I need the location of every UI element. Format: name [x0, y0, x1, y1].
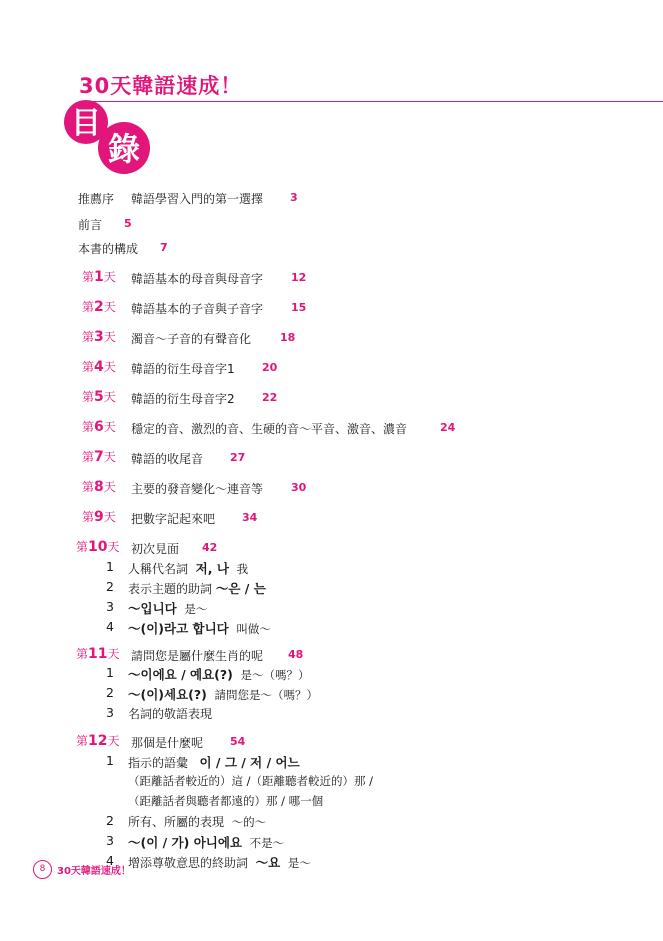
- subitem-number: 2: [106, 685, 114, 700]
- subitem-continuation: （距離話者較近的）這 /（距離聽者較近的）那 /: [128, 774, 374, 788]
- toc-badge-top-text: 目: [71, 106, 101, 141]
- toc-title: 穩定的音、激烈的音、生硬的音～平音、激音、濃音: [131, 422, 408, 436]
- subitem-number: 2: [106, 579, 114, 594]
- subitem-number: 4: [106, 619, 114, 634]
- toc-page: 18: [280, 331, 296, 344]
- toc-title: 韓語學習入門的第一選擇: [131, 192, 264, 206]
- toc-label: 前言: [78, 218, 103, 232]
- toc-title: 韓語基本的子音與子音字: [131, 302, 264, 316]
- toc-title: 韓語的衍生母音字1: [131, 362, 235, 376]
- footer-page-number: 8: [33, 860, 52, 879]
- day-label: 第2天: [82, 299, 116, 315]
- toc-title: 韓語的衍生母音字2: [131, 392, 235, 406]
- toc-page: 54: [230, 735, 246, 748]
- subitem-text: ～(이)세요(?) 請問您是～（嗎？）: [128, 687, 318, 702]
- toc-badge-bottom-text: 錄: [107, 130, 141, 168]
- day-label: 第9天: [82, 509, 116, 525]
- footer-title: 30天韓語速成！: [57, 866, 131, 877]
- book-title: 30天韓語速成！: [79, 74, 243, 98]
- day-label: 第10天: [76, 539, 120, 555]
- toc-page: 30: [291, 481, 307, 494]
- day-label: 第5天: [82, 389, 116, 405]
- toc-title: 濁音～子音的有聲音化: [131, 332, 252, 346]
- toc-title: 把數字記起來吧: [131, 512, 216, 526]
- toc-title: 請問您是屬什麼生肖的呢: [131, 649, 264, 663]
- subitem-number: 3: [106, 705, 114, 720]
- subitem-number: 1: [106, 559, 114, 574]
- toc-page: 15: [291, 301, 307, 314]
- subitem-number: 2: [106, 813, 114, 828]
- toc-title: 那個是什麼呢: [131, 736, 204, 750]
- subitem-number: 4: [106, 853, 114, 868]
- subitem-text: 表示主題的助詞 ～은 / 는: [128, 581, 266, 596]
- subitem-number: 3: [106, 833, 114, 848]
- subitem-text: ～(이 / 가) 아니에요 不是～: [128, 835, 285, 850]
- day-label: 第12天: [76, 733, 120, 749]
- toc-title: 韓語基本的母音與母音字: [131, 272, 264, 286]
- subitem-text: 名詞的敬語表現: [128, 707, 213, 721]
- day-label: 第7天: [82, 449, 116, 465]
- subitem-text: 人稱代名詞 저, 나 我: [128, 561, 249, 576]
- subitem-number: 1: [106, 665, 114, 680]
- toc-page: 20: [262, 361, 278, 374]
- title-rule: [79, 101, 663, 102]
- subitem-number: 3: [106, 599, 114, 614]
- day-label: 第1天: [82, 269, 116, 285]
- toc-title: 主要的發音變化～連音等: [131, 482, 264, 496]
- day-label: 第6天: [82, 419, 116, 435]
- subitem-text: 所有、所屬的表現 ～的～: [128, 815, 267, 829]
- day-label: 第11天: [76, 646, 120, 662]
- toc-page: 42: [202, 541, 218, 554]
- toc-label: 推薦序: [78, 192, 115, 206]
- subitem-text: ～(이)라고 합니다 叫做～: [128, 621, 271, 636]
- subitem-text: ～입니다 是～: [128, 601, 208, 616]
- toc-title: 初次見面: [131, 542, 180, 556]
- toc-page: 3: [290, 191, 298, 204]
- day-label: 第4天: [82, 359, 116, 375]
- toc-label: 本書的構成: [78, 242, 139, 256]
- subitem-continuation: （距離話者與聽者都遠的）那 / 哪一個: [128, 794, 324, 808]
- toc-page: 34: [242, 511, 258, 524]
- day-label: 第3天: [82, 329, 116, 345]
- subitem-text: ～이에요 / 예요(?) 是～（嗎？）: [128, 667, 310, 682]
- toc-title: 韓語的收尾音: [131, 452, 204, 466]
- toc-page: 5: [124, 217, 132, 230]
- toc-badge: [62, 98, 152, 176]
- day-label: 第8天: [82, 479, 116, 495]
- toc-page: 22: [262, 391, 278, 404]
- toc-page: 27: [230, 451, 246, 464]
- subitem-text: 增添尊敬意思的終助詞 ～요 是～: [128, 855, 311, 870]
- toc-page: 48: [288, 648, 304, 661]
- subitem-number: 1: [106, 753, 114, 768]
- toc-page: 12: [291, 271, 307, 284]
- toc-page: 7: [160, 241, 168, 254]
- toc-page: 24: [440, 421, 456, 434]
- subitem-text: 指示的語彙 이 / 그 / 저 / 어느: [128, 755, 300, 770]
